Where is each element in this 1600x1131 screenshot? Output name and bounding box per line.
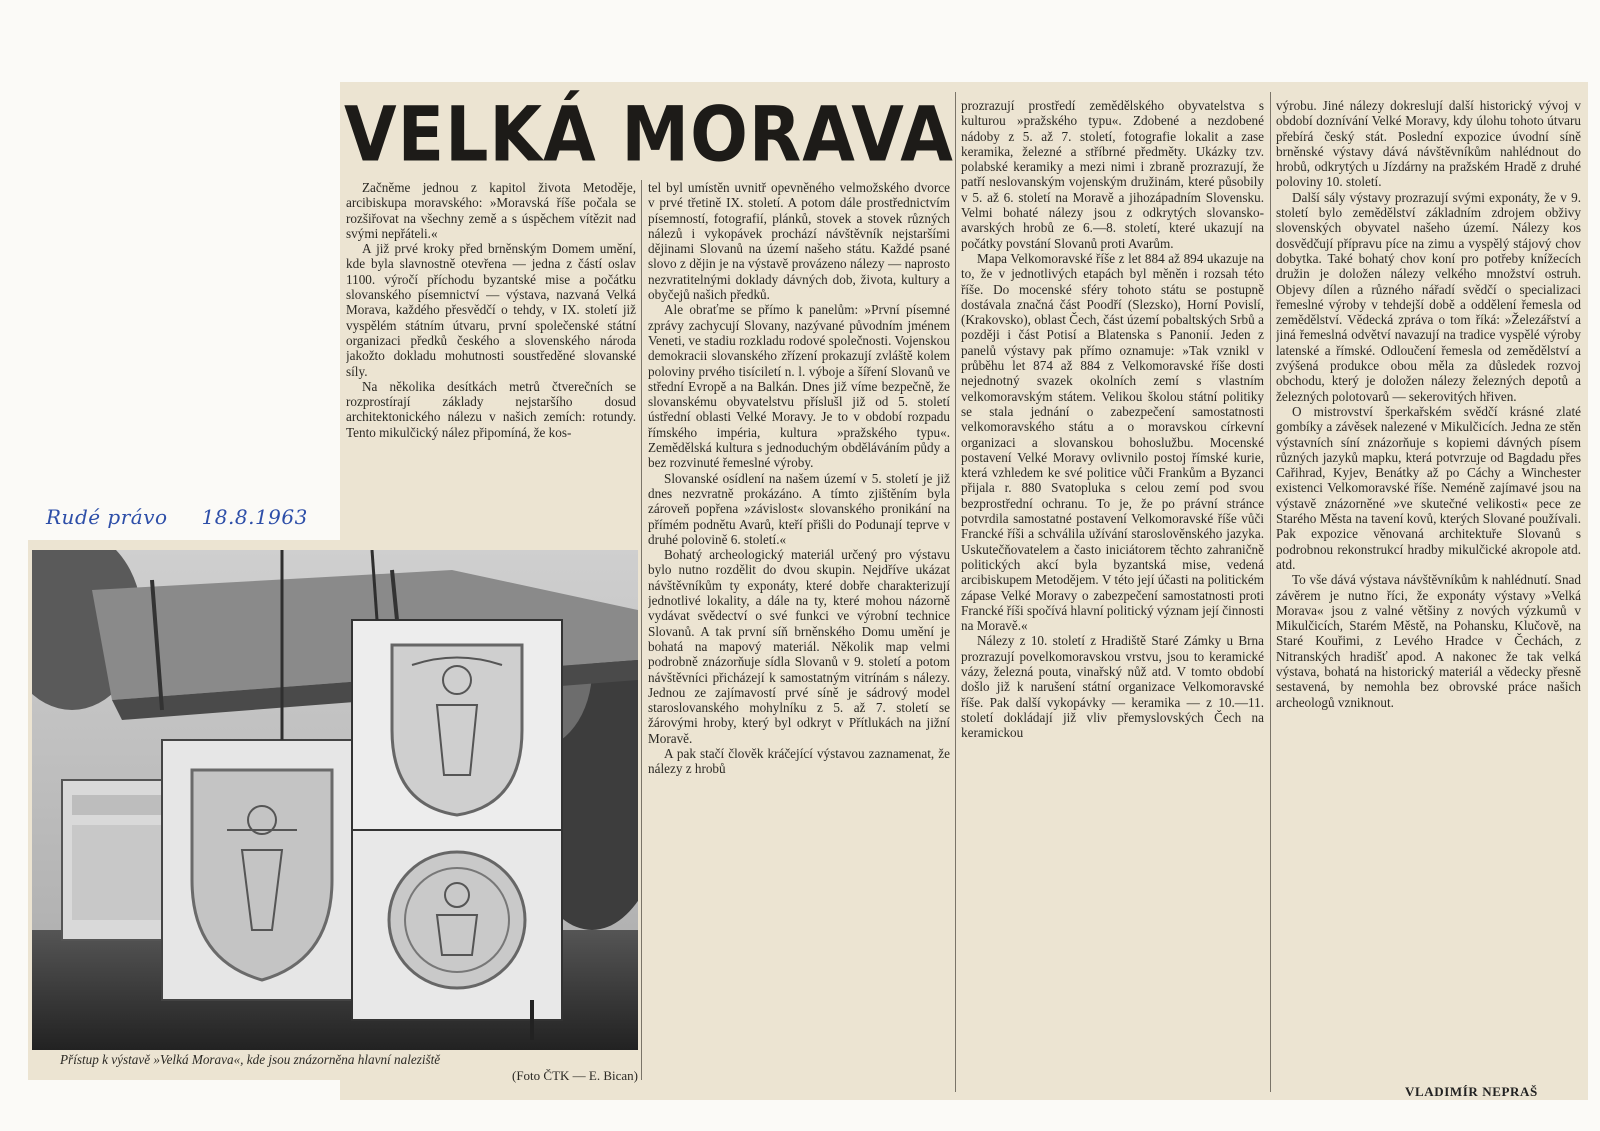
article-column-3 [961, 98, 1264, 1090]
paragraph: Bohatý archeologický materiál určený pro výstavu bylo nutno rozdělit do dvou skupin. Nejdříve ukázat návštěvníkům ty exponáty, které dobře charakterizují jednotlivé lokality, a dále na ty, které mohou názorně vydávat svědectví o své funkci ve výrobní technice Slovanů. A tak první síň brněnského Domu umění je bohatá na mapový materiál. Několik map velmi podrobně znázorňuje sídla Slovanů v 9. století a potom návštěvníci přicházejí k samostatným vitrínám s nálezy. Jednou ze zajímavostí prvé síně je sádrový model staroslovanského mohylníku z 5. až 7. století se žárovými hroby, který byl odkryt v Přítlukách na jižní Moravě. [648, 547, 950, 746]
column-rule [641, 180, 642, 1080]
handwritten-source: Rudé právo [46, 505, 168, 529]
paragraph: Mapa Velkomoravské říše z let 884 až 894 ukazuje na to, že v jednotlivých etapách byl měněn i rozsah této říše. Do mocenské sféry tohoto státu se postupně dostávala značná část Poodří (Slezsko), Horní Povislí, (Krakovsko), oblast Čech, část území pobaltských Srbů a později i část Potisí a Blatenska s Panonií. Jeden z panelů výstavy pak přímo oznamuje: »Tak vznikl v průběhu let 874 až 884 z Velkomoravské říše dosti nejednotný svazek okolních zemí s vlastním velkomoravským státem. Velikou školou státní politiky se stala jednání o zabezpečení samostatnosti velkomoravského státu a o moravskou církevní organizaci a slovanskou bohoslužbu. Mocenské postavení Velké Moravy ovlivnilo postoj římské kurie, která vzhledem ke své politice vůči Frankům a Byzanci přijala r. 880 Svatopluka s celou zemí pod svou bezprostřední ochranu. To je, že po právní stránce potvrdila samostatné postavení Velkomoravské říše vůči Francké říši a schválila užívání staroslověnského jazyka. Uskutečňovatelem a často iniciátorem těchto zahraničně politických akcí byla byzantská mise, vedená arcibiskupem Metodějem. V této její účasti na politickém zápase Velké Moravy o zabezpečení samostatnosti proti Francké říši spočívá hlavní politický význam její činnosti na Moravě.« [961, 250, 1264, 634]
photo-caption: Přístup k výstavě »Velká Morava«, kde jsou znázorněna hlavní naleziště [60, 1052, 441, 1067]
paragraph: Na několika desítkách metrů čtverečních se rozprostírají základy nejstaršího dosud architektonického nálezu v našich zemích: rotundy. Tento mikulčický nález připomíná, že kos- [346, 378, 636, 440]
exhibition-photo [32, 550, 638, 1050]
handwritten-source-note [46, 505, 308, 529]
paragraph: Další sály výstavy prozrazují svými exponáty, že v 9. století bylo zemědělství základním zdrojem obživy slovenských obyvatel našeho území. Nálezy kos dosvědčují přípravu píce na zimu a vyspělý stájový chov dobytka. Také bohatý chov koní pro potřeby knížecích družin je doložen nálezy velkého množství ostruh. Objevy dílen a různého nářadí svědčí o specializaci řemeslné výroby v tehdejší době a oddělení řemesla od zemědělství. Vědecká zpráva o tom říká: »Železářství a jiná řemeslná odvětví navazují na tradice vyspělé výroby latenské a římské. Odloučení řemesla od zemědělství a zvýšená produkce obou měla za důsledek rozvoj obchodu, který je doložen nálezy železných depotů a železných polotovarů — sekerovitých hřiven. [1276, 189, 1581, 404]
paragraph: Slovanské osídlení na našem území v 5. století je již dnes nezvratně prokázáno. A tímto zjištěním byla zároveň popřena »závislost« slovanského pronikání na přímém podnětu Avarů, kteří přišli do Podunají teprve v druhé polovině 6. století.« [648, 470, 950, 547]
handwritten-date: 18.8.1963 [201, 505, 308, 529]
paragraph: tel byl umístěn uvnitř opevněného velmožského dvorce v prvé třetině IX. století. A potom dále prostřednictvím písemností, fotografií, plánků, stovek a stovek různých nálezů i vykopávek prochází návštěvník nejstaršími dějinami Slovanů na území našeho státu. Každé psané slovo z dějin je na výstavě provázeno nálezy — naprosto nezvratitelnými doklady dávných dob, života, kultury a obyčejů našich předků. [648, 180, 950, 303]
paragraph: Začněme jednou z kapitol života Metoděje, arcibiskupa moravského: »Moravská říše počala se rozšiřovat na všechny země a s úspěchem vítězit nad svými nepřáteli.« [346, 180, 636, 241]
author-signature: VLADIMÍR NEPRAŠ [1405, 1084, 1538, 1099]
column-rule [955, 92, 956, 1092]
article-title: VELKÁ MORAVA [344, 90, 954, 180]
paragraph: A pak stačí člověk kráčející výstavou zaznamenat, že nálezy z hrobů [648, 745, 950, 777]
paragraph: To vše dává výstava návštěvníkům k nahlédnutí. Snad závěrem je nutno říci, že exponáty výstavy »Velká Morava« jsou z valné většiny z nových výzkumů v Mikulčicích, Starém Městě, na Pohansku, Klučově, na Staré Kouřimi, z Levého Hradce v Čechách, z Nitranských hradišť apod. A nakonec že tak velká výstava, bohatá na historický materiál a vědecky přesně sestavená, by nemohla bez obrovské práce našich archeologů vzniknout. [1276, 572, 1581, 710]
paragraph: O mistrovství šperkařském svědčí krásné zlaté gombíky a závěsek nalezené v Mikulčicích. Jedna ze stěn výstavních síní znázorňuje s kopiemi dávných písem různých jazyků mapku, která potvrzuje od Bagdadu přes Cařihrad, Kyjev, Benátky až po Cáchy a Winchester existenci Velkomoravské říše. Neméně zajímavé jsou na výstavě znázorněné »ve skutečné velikosti« pece ze Starého Města na tavení kovů, kterých Slované používali. Pak expozice věnovaná architektuře Slovanů s podrobnou rekonstrukcí hradby mikulčické akropole atd. atd. [1276, 403, 1581, 572]
paragraph: A již prvé kroky před brněnským Domem umění, kde byla slavnostně otevřena — jedna z částí oslav 1100. výročí příchodu byzantské mise a počátku slovanského písemnictví — výstava, nazvaná Velká Morava, každého přesvědčí o tehdy, v IX. století již vyspělém státním útvaru, první společenské státní organizaci předků českého a slovenského národa jakožto dokladu mohutnosti soustředěné slovanské síly. [346, 241, 636, 379]
exhibition-photo-drawing [32, 550, 638, 1050]
paragraph: Ale obraťme se přímo k panelům: »První písemné zprávy zachycují Slovany, nazývané původním jménem Veneti, ve stadiu rozkladu rodové společnosti. Vojenskou demokracii slovanského zřízení prokazují zvláště kolem poloviny prvého tisíciletí n. l. výboje a šíření Slovanů ve střední Evropě a na Balkán. Dnes již víme bezpečně, že slovanskému obyvatelstvu příslušl již od 5. století ústřední oblasti Velké Moravy. Je to v období rozpadu římského impéria, kultura »pražského typu«. Zemědělská kultura s jednoduchým obděláváním půdy a bez rozvinuté řemeslné výroby. [648, 302, 950, 471]
article-column-2 [648, 180, 950, 1080]
photo-credit: (Foto ČTK — E. Bican) [511, 1068, 638, 1083]
paragraph: prozrazují prostředí zemědělského obyvatelstva s kulturou »pražského typu«. Zdobené a nezdobené nádoby z 5. až 7. století, fotografie lokalit a zase keramika, železné a stříbrné předměty. Ukázky tzv. polabské keramiky a mezi nimi i zbraně prozrazují, že patří neslovanským vojenským družinám, které působily v 5. až 6. století na Moravě a jihozápadním Slovensku. Velmi bohaté nálezy jsou z odkrytých slovansko-avarských hrobů ze 6.—8. století, které ukazují na počátky povstání Slovanů proti Avarům. [961, 98, 1264, 251]
article-column-1 [346, 180, 636, 542]
column-rule [1270, 92, 1271, 1092]
article-column-4 [1276, 98, 1581, 1078]
paragraph: Nálezy z 10. století z Hradiště Staré Zámky u Brna prozrazují povelkomoravskou vrstvu, jsou to keramické vázy, železná pouta, vinařský nůž atd. V tomto období došlo již k narušení státní organizace Velkomoravské říše. Pak další vykopávky — keramika — z 10.—11. století dokládají již vliv přemyslovských Čech na keramickou [961, 633, 1264, 741]
paragraph: výrobu. Jiné nálezy dokreslují další historický vývoj v období doznívání Velké Moravy, kdy úlohu tohoto útvaru přebírá český stát. Poslední expozice úvodní síně brněnské výstavy dává návštěvníkům nahlédnout do hrobů, odkrytých u Jízdárny na pražském Hradě z druhé poloviny 10. století. [1276, 98, 1581, 190]
